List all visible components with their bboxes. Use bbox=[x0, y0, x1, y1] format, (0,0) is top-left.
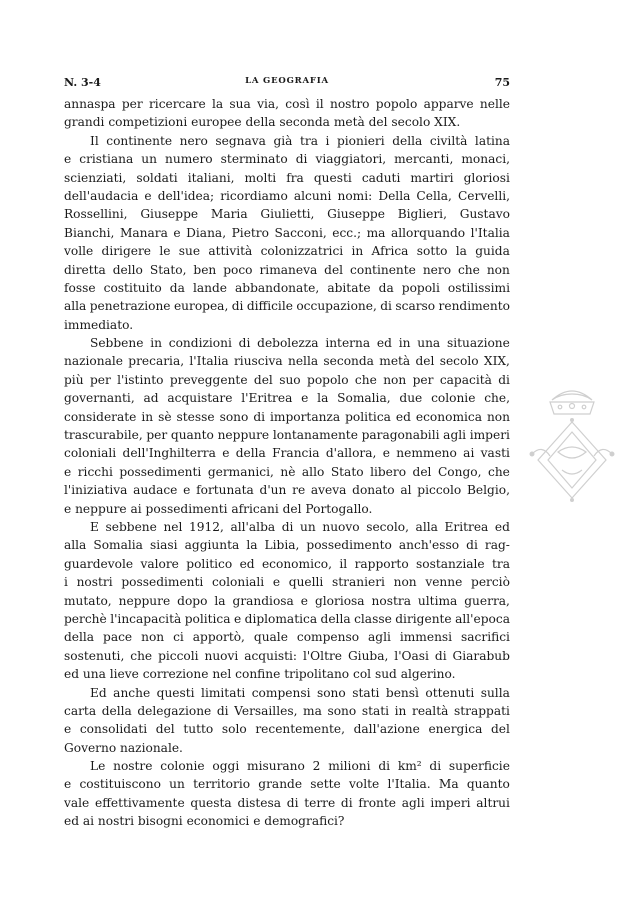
text-line: annaspa per ricercare la sua via, così il nostro popolo apparve nelle bbox=[64, 97, 510, 111]
text-line: volle dirigere le sue attività colonizzatrici in Africa sotto la guida bbox=[64, 244, 510, 259]
text-line: carta della delegazione di Versailles, ma sono stati in realtà strappati bbox=[64, 703, 510, 718]
text-line: sostenuti, che piccoli nuovi acquisti: l'Oltre Giuba, l'Oasi di Giarabub bbox=[64, 648, 510, 663]
text-line: l'iniziativa audace e fortunata d'un re aveva donato al piccolo Belgio, bbox=[64, 483, 510, 498]
text-line: immediato. bbox=[64, 317, 134, 332]
library-stamp-seal-icon bbox=[522, 372, 622, 512]
text-line: Ed anche questi limitati compensi sono stati bensì ottenuti sulla bbox=[90, 685, 510, 700]
text-line: diretta dello Stato, ben poco rimaneva del continente nero che non bbox=[64, 262, 510, 277]
text-line: alla penetrazione europea, di difficile occupazione, di scarso rendimento bbox=[64, 299, 510, 314]
text-line: più per l'istinto preveggente del suo popolo che non per capacità di bbox=[64, 372, 510, 387]
text-line: nazionale precaria, l'Italia riusciva nella seconda metà del secolo XIX, bbox=[64, 354, 510, 369]
text-line: alla Somalia siasi aggiunta la Libia, possedimento anch'esso di rag- bbox=[64, 538, 510, 553]
text-line: ed una lieve correzione nel confine tripolitano col sud algerino. bbox=[64, 667, 456, 682]
text-line: Governo nazionale. bbox=[64, 740, 183, 755]
text-line: i nostri possedimenti coloniali e quelli stranieri non venne perciò bbox=[64, 575, 510, 590]
text-line: della pace non ci apportò, quale compenso agli immensi sacrifici bbox=[64, 630, 510, 645]
text-line: fosse costituito da lande abbandonate, abitate da popoli ostilissimi bbox=[64, 280, 510, 295]
text-line: perchè l'incapacità politica e diplomatica della classe dirigente all'epoca bbox=[64, 611, 510, 626]
text-line: mutato, neppure dopo la grandiosa e gloriosa nostra ultima guerra, bbox=[64, 593, 510, 608]
text-line: Le nostre colonie oggi misurano 2 milioni di km² di superficie bbox=[90, 759, 510, 774]
text-line: dell'audacia e dell'idea; ricordiamo alcuni nomi: Della Cella, Cervelli, bbox=[64, 188, 510, 203]
text-line: governanti, ad acquistare l'Eritrea e la Somalia, due colonie che, bbox=[64, 391, 510, 406]
text-line: E sebbene nel 1912, all'alba di un nuovo secolo, alla Eritrea ed bbox=[90, 519, 510, 534]
text-line: e cristiana un numero sterminato di viaggiatori, mercanti, monaci, bbox=[64, 152, 510, 167]
text-line: Rossellini, Giuseppe Maria Giulietti, Giuseppe Biglieri, Gustavo bbox=[64, 207, 510, 222]
text-line: ed ai nostri bisogni economici e demografici? bbox=[64, 814, 345, 829]
issue-number: N. 3-4 bbox=[64, 76, 101, 89]
text-line: coloniali dell'Inghilterra e della Francia d'allora, e nemmeno ai vasti bbox=[64, 446, 510, 461]
text-line: grandi competizioni europee della seconda metà del secolo XIX. bbox=[64, 115, 461, 130]
text-line: Bianchi, Manara e Diana, Pietro Sacconi, ecc.; ma allorquando l'Italia bbox=[64, 225, 510, 240]
text-line: e consolidati del tutto solo recentemente, dall'azione energica del bbox=[64, 722, 510, 737]
text-line: Sebbene in condizioni di debolezza interna ed in una situazione bbox=[90, 336, 510, 351]
text-line: considerate in sè stesse sono di importanza politica ed economica non bbox=[64, 409, 510, 424]
text-line: trascurabile, per quanto neppure lontanamente paragonabili agli imperi bbox=[64, 428, 510, 443]
text-line: e costituiscono un territorio grande sette volte l'Italia. Ma quanto bbox=[64, 777, 510, 792]
page-number: 75 bbox=[494, 76, 510, 89]
text-line: vale effettivamente questa distesa di terre di fronte agli imperi altrui bbox=[64, 795, 510, 810]
page-header bbox=[64, 76, 510, 92]
text-line: e ricchi possedimenti germanici, nè allo Stato libero del Congo, che bbox=[64, 464, 510, 479]
text-line: e neppure ai possedimenti africani del Portogallo. bbox=[64, 501, 373, 516]
text-line: Il continente nero segnava già tra i pionieri della civiltà latina bbox=[90, 133, 510, 148]
text-line: guardevole valore politico ed economico, il rapporto sostanziale tra bbox=[64, 556, 510, 571]
running-title: LA GEOGRAFIA bbox=[245, 76, 329, 86]
body-text bbox=[64, 95, 510, 831]
text-line: scienziati, soldati italiani, molti fra questi caduti martiri gloriosi bbox=[64, 170, 510, 185]
